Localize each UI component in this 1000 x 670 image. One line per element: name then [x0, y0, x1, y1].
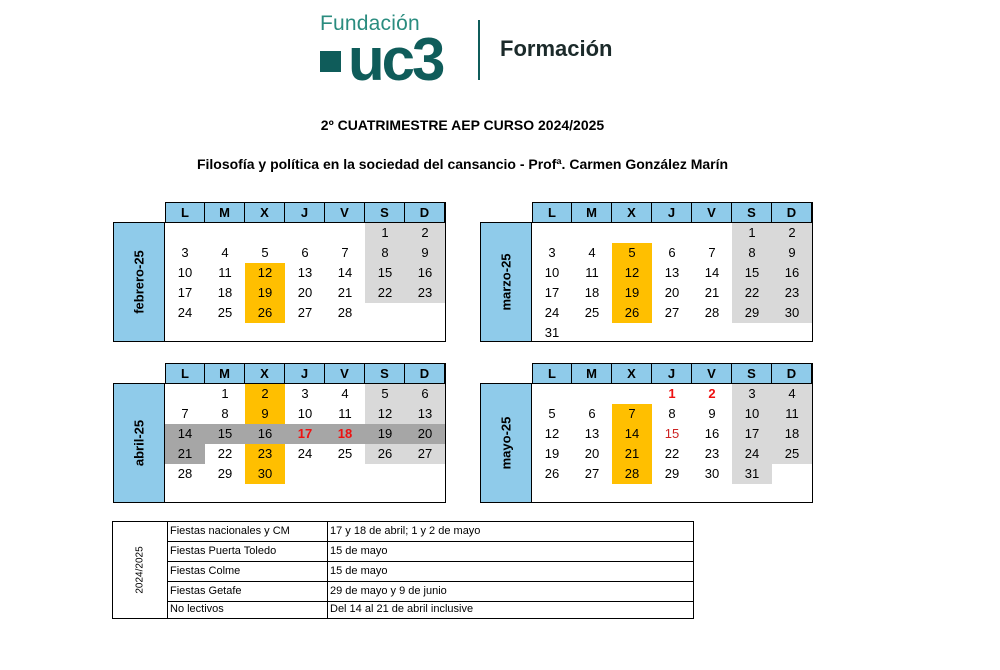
day-cell [572, 323, 612, 343]
day-cell: 1 [365, 223, 405, 243]
month-grid [165, 363, 446, 503]
day-cell: 15 [664, 426, 680, 441]
day-cell [365, 303, 405, 323]
day-cell: 13 [405, 404, 445, 424]
holiday-row [167, 542, 693, 562]
day-cell: 21 [337, 285, 353, 300]
day-cell: 16 [772, 263, 812, 283]
holiday-value: 15 de mayo [330, 545, 388, 557]
day-cell: 31 [732, 464, 772, 484]
day-cell [572, 384, 612, 404]
day-cell: 28 [337, 305, 353, 320]
day-cell: 26 [245, 303, 285, 323]
month-label-cell [480, 222, 532, 342]
day-cell: 6 [588, 406, 596, 421]
day-cell: 23 [704, 446, 720, 461]
day-cell: 10 [297, 406, 313, 421]
day-cell: 18 [584, 285, 600, 300]
day-cell: 19 [544, 446, 560, 461]
day-cell [612, 384, 652, 404]
weekday-header: D [772, 364, 812, 384]
weekday-header: X [245, 203, 285, 223]
day-cell: 5 [612, 243, 652, 263]
day-cell: 6 [301, 245, 309, 260]
day-cell: 21 [704, 285, 720, 300]
day-cell: 22 [365, 283, 405, 303]
weekday-header: V [325, 203, 365, 223]
day-cell: 12 [245, 263, 285, 283]
weekday-header: S [365, 364, 405, 384]
day-cell: 7 [341, 245, 349, 260]
day-cell: 9 [772, 243, 812, 263]
weekday-header: L [165, 203, 205, 223]
day-cell [405, 303, 445, 323]
month-grid [532, 363, 813, 503]
day-cell: 6 [405, 384, 445, 404]
day-cell: 25 [584, 305, 600, 320]
day-cell: 27 [664, 305, 680, 320]
day-cell [692, 223, 732, 243]
day-cell [165, 384, 205, 404]
holiday-value: 17 y 18 de abril; 1 y 2 de mayo [330, 525, 481, 537]
day-cell: 27 [405, 444, 445, 464]
day-cell: 23 [405, 283, 445, 303]
month-label: mayo-25 [498, 416, 514, 470]
day-cell: 13 [297, 265, 313, 280]
day-cell: 20 [297, 285, 313, 300]
day-cell: 29 [664, 466, 680, 481]
day-cell: 19 [612, 283, 652, 303]
day-cell: 20 [584, 446, 600, 461]
month-label-cell [113, 222, 165, 342]
day-cell: 26 [612, 303, 652, 323]
day-cell: 1 [668, 386, 676, 401]
page-title: 2º CUATRIMESTRE AEP CURSO 2024/2025 [320, 117, 605, 133]
holiday-row [167, 522, 693, 542]
weekday-header: S [732, 364, 772, 384]
day-cell: 25 [337, 446, 353, 461]
holiday-value: 15 de mayo [330, 565, 388, 577]
day-cell: 29 [217, 466, 233, 481]
day-cell: 5 [261, 245, 269, 260]
day-cell: 16 [405, 263, 445, 283]
weekday-header: J [652, 203, 692, 223]
weekday-header: S [365, 203, 405, 223]
day-cell: 25 [217, 305, 233, 320]
day-cell: 4 [772, 384, 812, 404]
weekday-header: J [285, 364, 325, 384]
weekday-header: X [612, 364, 652, 384]
holiday-label: Fiestas Puerta Toledo [170, 545, 277, 557]
day-cell: 15 [205, 424, 245, 444]
day-cell: 2 [772, 223, 812, 243]
day-cell [532, 384, 572, 404]
day-cell: 11 [218, 265, 232, 280]
day-cell [612, 223, 652, 243]
day-cell: 28 [612, 464, 652, 484]
weekday-header: L [532, 364, 572, 384]
day-cell [165, 223, 205, 243]
day-cell: 30 [772, 303, 812, 323]
day-cell: 12 [365, 404, 405, 424]
day-cell: 5 [365, 384, 405, 404]
day-cell: 9 [405, 243, 445, 263]
month-label-cell [113, 383, 165, 503]
weekday-header: S [732, 203, 772, 223]
day-cell: 3 [301, 386, 309, 401]
day-cell: 14 [704, 265, 720, 280]
day-cell: 14 [612, 424, 652, 444]
day-cell [732, 323, 772, 343]
day-cell: 15 [732, 263, 772, 283]
day-cell [532, 223, 572, 243]
day-cell: 10 [177, 265, 193, 280]
day-cell: 16 [245, 424, 285, 444]
day-cell: 12 [612, 263, 652, 283]
day-cell [652, 323, 692, 343]
logo-uc3-text: uc3 [348, 26, 443, 93]
day-cell: 17 [544, 285, 560, 300]
day-cell [772, 464, 812, 484]
day-cell: 7 [612, 404, 652, 424]
day-cell: 8 [668, 406, 676, 421]
weekday-header: J [652, 364, 692, 384]
day-cell: 10 [732, 404, 772, 424]
day-cell: 14 [165, 424, 205, 444]
day-cell [612, 323, 652, 343]
day-cell [692, 323, 732, 343]
day-cell: 19 [365, 424, 405, 444]
day-cell: 11 [585, 265, 599, 280]
day-cell: 2 [405, 223, 445, 243]
day-cell: 18 [217, 285, 233, 300]
month-label: febrero-25 [131, 250, 147, 314]
day-cell: 27 [297, 305, 313, 320]
weekday-header: V [692, 364, 732, 384]
day-cell: 4 [341, 386, 349, 401]
day-cell: 26 [365, 444, 405, 464]
month-label: abril-25 [131, 419, 147, 467]
month-label: marzo-25 [498, 253, 514, 311]
day-cell [325, 464, 365, 484]
day-cell: 17 [285, 424, 325, 444]
day-cell: 3 [548, 245, 556, 260]
day-cell [405, 464, 445, 484]
day-cell [772, 323, 812, 343]
day-cell: 27 [584, 466, 600, 481]
day-cell: 23 [245, 444, 285, 464]
day-cell: 18 [325, 424, 365, 444]
day-cell: 1 [732, 223, 772, 243]
holiday-row [167, 562, 693, 582]
month-grid [165, 202, 446, 342]
day-cell: 11 [338, 406, 352, 421]
day-cell: 1 [221, 386, 229, 401]
day-cell: 14 [337, 265, 353, 280]
day-cell: 22 [664, 446, 680, 461]
holiday-row [167, 582, 693, 602]
day-cell: 20 [664, 285, 680, 300]
weekday-header: X [612, 203, 652, 223]
weekday-header: J [285, 203, 325, 223]
day-cell: 26 [544, 466, 560, 481]
day-cell [572, 223, 612, 243]
logo-square-mark [320, 51, 341, 72]
day-cell: 8 [221, 406, 229, 421]
year-label-cell [113, 522, 168, 618]
day-cell: 2 [245, 384, 285, 404]
logo-formacion-text: Formación [500, 36, 613, 61]
day-cell: 22 [217, 446, 233, 461]
day-cell: 28 [177, 466, 193, 481]
day-cell: 12 [544, 426, 560, 441]
day-cell: 3 [181, 245, 189, 260]
fundacion-uc3-logo [318, 10, 638, 93]
holiday-label: Fiestas nacionales y CM [170, 525, 290, 537]
day-cell: 13 [664, 265, 680, 280]
day-cell [285, 223, 325, 243]
month-grid [532, 202, 813, 342]
weekday-header: L [532, 203, 572, 223]
weekday-header: D [405, 203, 445, 223]
day-cell: 19 [245, 283, 285, 303]
day-cell: 18 [772, 424, 812, 444]
holiday-value: 29 de mayo y 9 de junio [330, 585, 447, 597]
day-cell: 28 [704, 305, 720, 320]
day-cell: 25 [772, 444, 812, 464]
holiday-row [167, 600, 693, 619]
weekday-header: V [692, 203, 732, 223]
day-cell: 13 [584, 426, 600, 441]
day-cell [325, 223, 365, 243]
day-cell: 17 [732, 424, 772, 444]
day-cell: 8 [732, 243, 772, 263]
weekday-header: M [205, 203, 245, 223]
weekday-header: L [165, 364, 205, 384]
day-cell: 16 [704, 426, 720, 441]
day-cell [652, 223, 692, 243]
year-label: 2024/2025 [134, 546, 146, 594]
holiday-label: No lectivos [170, 603, 224, 615]
day-cell [365, 464, 405, 484]
day-cell: 17 [177, 285, 193, 300]
day-cell [285, 464, 325, 484]
weekday-header: M [572, 364, 612, 384]
day-cell: 22 [732, 283, 772, 303]
weekday-header: M [572, 203, 612, 223]
day-cell: 2 [708, 386, 716, 401]
day-cell: 21 [165, 444, 205, 464]
day-cell: 7 [708, 245, 716, 260]
holidays-table [112, 521, 694, 619]
day-cell: 9 [708, 406, 716, 421]
day-cell: 9 [245, 404, 285, 424]
weekday-header: X [245, 364, 285, 384]
day-cell: 24 [732, 444, 772, 464]
day-cell: 24 [297, 446, 313, 461]
day-cell: 3 [732, 384, 772, 404]
day-cell: 29 [732, 303, 772, 323]
day-cell: 15 [365, 263, 405, 283]
weekday-header: D [405, 364, 445, 384]
day-cell: 7 [181, 406, 189, 421]
day-cell: 20 [405, 424, 445, 444]
holiday-label: Fiestas Getafe [170, 585, 242, 597]
logo-divider [478, 20, 480, 80]
day-cell: 23 [772, 283, 812, 303]
day-cell [205, 223, 245, 243]
day-cell: 24 [544, 305, 560, 320]
holiday-label: Fiestas Colme [170, 565, 241, 577]
day-cell: 8 [365, 243, 405, 263]
day-cell: 4 [221, 245, 229, 260]
day-cell: 21 [612, 444, 652, 464]
day-cell: 24 [177, 305, 193, 320]
logo-fundacion-text: Fundación [320, 12, 420, 35]
weekday-header: M [205, 364, 245, 384]
day-cell: 10 [544, 265, 560, 280]
page-subtitle: Filosofía y política en la sociedad del cansancio - Profª. Carmen González Marín [196, 156, 729, 172]
weekday-header: D [772, 203, 812, 223]
weekday-header: V [325, 364, 365, 384]
day-cell: 30 [245, 464, 285, 484]
day-cell: 4 [588, 245, 596, 260]
month-label-cell [480, 383, 532, 503]
day-cell: 6 [668, 245, 676, 260]
day-cell: 11 [772, 404, 812, 424]
day-cell [245, 223, 285, 243]
day-cell: 5 [548, 406, 556, 421]
day-cell: 31 [544, 325, 560, 340]
holiday-value: Del 14 al 21 de abril inclusive [330, 603, 474, 615]
day-cell: 30 [704, 466, 720, 481]
